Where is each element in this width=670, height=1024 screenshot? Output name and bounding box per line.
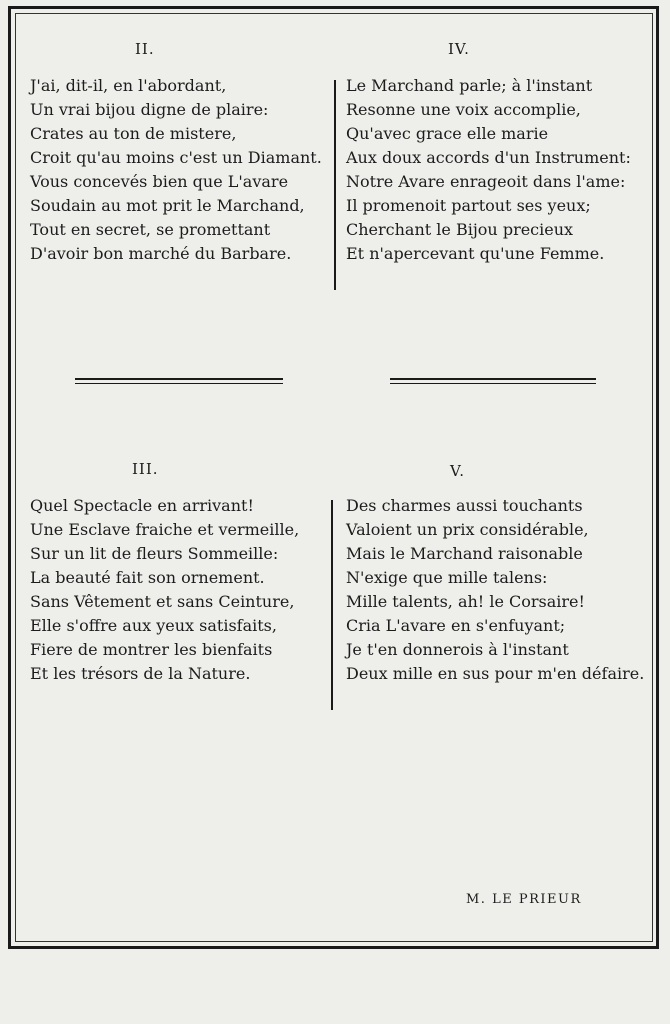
stanza-iv xyxy=(346,74,631,266)
divider-rule-right xyxy=(390,378,596,384)
stanza-line: Resonne une voix accomplie, xyxy=(346,100,581,119)
stanza-line: Valoient un prix considérable, xyxy=(346,520,589,539)
stanza-iii-numeral: III. xyxy=(132,460,159,478)
stanza-v xyxy=(346,494,644,686)
stanza-iii xyxy=(30,494,299,686)
stanza-line: La beauté fait son ornement. xyxy=(30,568,265,587)
stanza-line: Fiere de montrer les bienfaits xyxy=(30,640,273,659)
stanza-ii-numeral: II. xyxy=(135,40,155,58)
stanza-line: Elle s'offre aux yeux satisfaits, xyxy=(30,616,277,635)
stanza-line: J'ai, dit-il, en l'abordant, xyxy=(30,76,227,95)
stanza-line: Le Marchand parle; à l'instant xyxy=(346,76,593,95)
stanza-ii xyxy=(30,74,322,266)
column-bracket xyxy=(334,80,336,290)
stanza-line: Et les trésors de la Nature. xyxy=(30,664,251,683)
stanza-line: Crates au ton de mistere, xyxy=(30,124,237,143)
stanza-line: Vous concevés bien que L'avare xyxy=(30,172,289,191)
stanza-line: Une Esclave fraiche et vermeille, xyxy=(30,520,300,539)
stanza-iv-numeral: IV. xyxy=(448,40,470,58)
stanza-line: Soudain au mot prit le Marchand, xyxy=(30,196,305,215)
stanza-line: Des charmes aussi touchants xyxy=(346,496,583,515)
stanza-line: Il promenoit partout ses yeux; xyxy=(346,196,591,215)
stanza-line: Un vrai bijou digne de plaire: xyxy=(30,100,269,119)
stanza-line: Cria L'avare en s'enfuyant; xyxy=(346,616,566,635)
stanza-line: Notre Avare enrageoit dans l'ame: xyxy=(346,172,626,191)
stanza-line: Tout en secret, se promettant xyxy=(30,220,271,239)
stanza-line: Qu'avec grace elle marie xyxy=(346,124,549,143)
stanza-v-numeral: V. xyxy=(450,462,465,480)
stanza-line: Cherchant le Bijou precieux xyxy=(346,220,574,239)
stanza-line: Sans Vêtement et sans Ceinture, xyxy=(30,592,295,611)
stanza-line: Je t'en donnerois à l'instant xyxy=(346,640,569,659)
author-signature: M. LE PRIEUR xyxy=(466,892,582,907)
stanza-line: Aux doux accords d'un Instrument: xyxy=(346,148,631,167)
stanza-line: Croit qu'au moins c'est un Diamant. xyxy=(30,148,322,167)
column-bracket xyxy=(331,500,333,710)
stanza-line: N'exige que mille talens: xyxy=(346,568,548,587)
stanza-line: Mais le Marchand raisonable xyxy=(346,544,583,563)
divider-rule-left xyxy=(75,378,283,384)
stanza-line: Quel Spectacle en arrivant! xyxy=(30,496,254,515)
stanza-line: Deux mille en sus pour m'en défaire. xyxy=(346,664,645,683)
stanza-line: Sur un lit de fleurs Sommeille: xyxy=(30,544,279,563)
stanza-line: Et n'apercevant qu'une Femme. xyxy=(346,244,605,263)
stanza-line: Mille talents, ah! le Corsaire! xyxy=(346,592,585,611)
stanza-line: D'avoir bon marché du Barbare. xyxy=(30,244,292,263)
